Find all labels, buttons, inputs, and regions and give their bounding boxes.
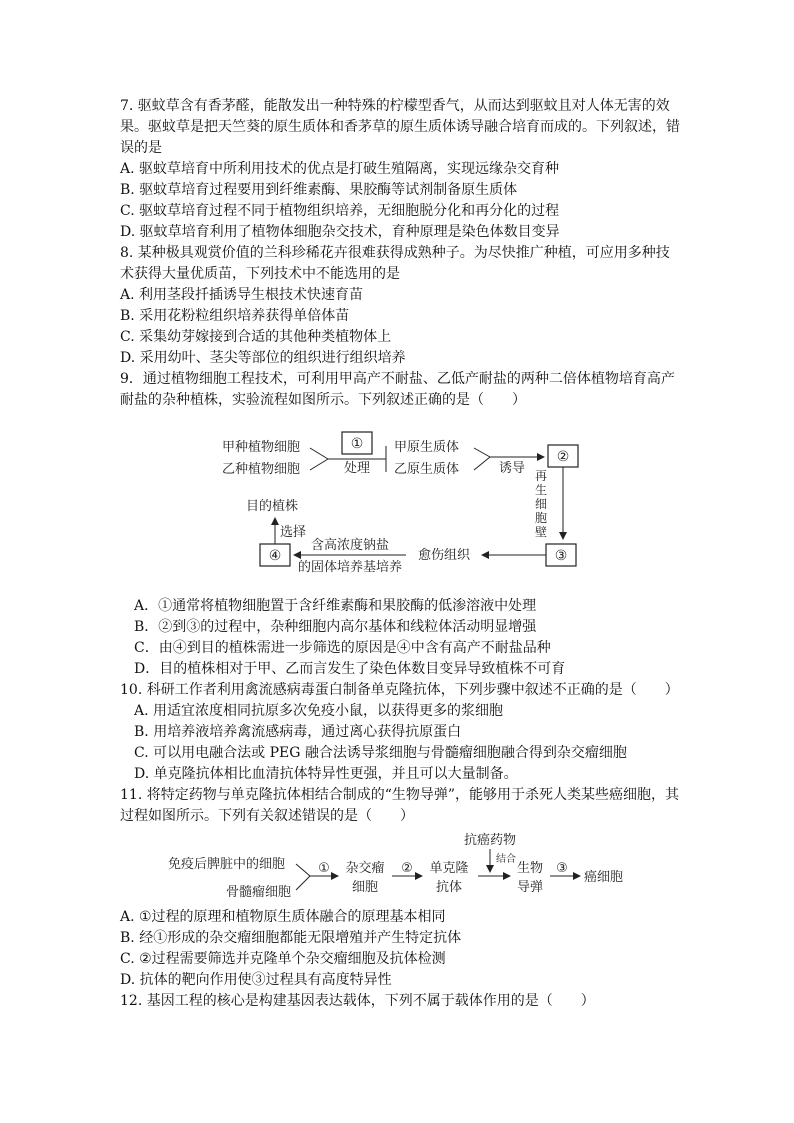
protoplast-b-label: 乙原生质体 <box>394 462 460 477</box>
mab-label-1: 单克隆 <box>429 861 469 876</box>
question-10-option-b: B. 用培养液培养禽流感病毒，通过离心获得抗原蛋白 <box>134 724 462 740</box>
callus-label: 愈伤组织 <box>417 548 471 563</box>
fuse-line-b <box>474 457 490 470</box>
question-11-option-d: D. 抗体的靶向作用使③过程具有高度特异性 <box>120 972 392 988</box>
question-7-stem: 7. 驱蚊草含有香茅醛，能散发出一种特殊的柠檬型香气，从而达到驱蚊且对人体无害的效果。驱蚊草是把天竺葵的原生质体和香茅草的原生质体诱导融合培育而成的。下列叙述，错误的是 <box>120 98 680 156</box>
question-12-stem: 12. 基因工程的核心是构建基因表达载体，下列不属于载体作用的是（ ） <box>120 993 595 1009</box>
step-3-label: ③ <box>556 861 568 876</box>
question-10-option-c: C. 可以用电融合法或 PEG 融合法诱导浆细胞与骨髓瘤细胞融合得到杂交瘤细胞 <box>134 745 627 761</box>
fuse-line-myeloma <box>296 876 310 890</box>
step-2-label: ② <box>401 861 413 876</box>
question-12 <box>120 991 680 1012</box>
target-plant-label: 目的植株 <box>245 499 299 514</box>
protoplast-a-label: 甲原生质体 <box>394 440 460 455</box>
process-label: 处理 <box>343 461 371 476</box>
merge-line-a <box>310 448 328 459</box>
box-step-3-label: ③ <box>554 548 568 564</box>
select-label: 选择 <box>280 525 307 540</box>
question-9-option-b: B．②到③的过程中，杂种细胞内高尔基体和线粒体活动明显增强 <box>134 619 537 635</box>
question-11-option-c: C. ②过程需要筛选并克隆单个杂交瘤细胞及抗体检测 <box>120 951 446 967</box>
question-11-options <box>120 907 680 991</box>
bind-label: 结合 <box>496 854 516 865</box>
question-8-option-d: D. 采用幼叶、茎尖等部位的组织进行组织培养 <box>120 350 406 366</box>
question-11-option-b: B. 经①形成的杂交瘤细胞都能无限增殖并产生特定抗体 <box>120 930 462 946</box>
question-10-option-a: A. 用适宜浓度相同抗原多次免疫小鼠，以获得更多的浆细胞 <box>134 703 504 719</box>
medium-label-2: 的固体培养基培养 <box>297 560 403 575</box>
anticancer-drug-label: 抗癌药物 <box>463 833 517 848</box>
question-7-option-d: D. 驱蚊草培育利用了植物体细胞杂交技术，育种原理是染色体数目变异 <box>120 224 560 240</box>
spleen-cell-label: 免疫后脾脏中的细胞 <box>168 857 286 872</box>
regen-char-1: 再 <box>534 469 548 483</box>
missile-label-1: 生物 <box>516 861 544 876</box>
question-9-option-d: D．目的植株相对于甲、乙而言发生了染色体数目变异导致植株不可育 <box>134 661 566 677</box>
question-9-options <box>120 596 680 680</box>
question-10 <box>120 680 680 785</box>
question-8-option-c: C. 采集幼芽嫁接到合适的其他种类植物体上 <box>120 329 392 345</box>
regen-char-4: 胞 <box>534 511 548 525</box>
question-8-option-b: B. 采用花粉粒组织培养获得单倍体苗 <box>120 308 350 324</box>
question-8 <box>120 243 680 369</box>
fuse-line-spleen <box>296 864 310 876</box>
question-11-stem: 11. 将特定药物与单克隆抗体相结合制成的“生物导弹”，能够用于杀死人类某些癌细胞，其过程如图所示。下列有关叙述错误的是（ ） <box>120 787 680 824</box>
cell-a-label: 甲种植物细胞 <box>222 440 301 455</box>
question-9-option-c: C．由④到目的植株需进一步筛选的原因是④中含有高产不耐盐品种 <box>134 640 551 656</box>
regen-char-3: 细 <box>534 497 548 511</box>
box-step-2-label: ② <box>556 449 570 465</box>
question-7-option-a: A. 驱蚊草培育中所利用技术的优点是打破生殖隔离，实现远缘杂交育种 <box>120 161 560 177</box>
question-9-stem: 9．通过植物细胞工程技术，可利用甲高产不耐盐、乙低产耐盐的两种二倍体植物培育高产耐盐的杂种植株，实验流程如图所示。下列叙述正确的是（ ） <box>120 371 675 408</box>
cancer-cell-label: 癌细胞 <box>584 870 624 885</box>
myeloma-cell-label: 骨髓瘤细胞 <box>226 885 292 900</box>
regen-char-5: 壁 <box>534 525 548 539</box>
cell-b-label: 乙种植物细胞 <box>222 462 301 477</box>
missile-label-2: 导弹 <box>516 880 544 895</box>
question-8-stem: 8. 某种极具观赏价值的兰科珍稀花卉很难获得成熟种子。为尽快推广种植，可应用多种技术获得大量优质苗，下列技术中不能选用的是 <box>120 245 670 282</box>
mab-label-2: 抗体 <box>435 880 463 895</box>
merge-line-b <box>310 459 328 470</box>
question-10-stem: 10. 科研工作者利用禽流感病毒蛋白制备单克隆抗体，下列步骤中叙述不正确的是（ ） <box>120 682 679 698</box>
question-11-option-a: A. ①过程的原理和植物原生质体融合的原理基本相同 <box>120 909 446 925</box>
question-9-flow-diagram <box>210 426 590 586</box>
question-7 <box>120 96 680 243</box>
medium-label-1: 含高浓度钠盐 <box>310 538 390 553</box>
induce-label: 诱导 <box>498 461 526 476</box>
fuse-line-a <box>474 448 490 457</box>
hybridoma-label-1: 杂交瘤 <box>345 861 385 876</box>
question-7-option-b: B. 驱蚊草培育过程要用到纤维素酶、果胶酶等试剂制备原生质体 <box>120 182 518 198</box>
question-11-flow-diagram <box>160 828 640 904</box>
question-9 <box>120 369 680 411</box>
box-step-1-label: ① <box>350 436 364 452</box>
hybridoma-label-2: 细胞 <box>351 880 379 895</box>
step-1-label: ① <box>318 861 330 876</box>
question-10-option-d: D. 单克隆抗体相比血清抗体特异性更强，并且可以大量制备。 <box>134 766 518 782</box>
question-11 <box>120 785 680 827</box>
question-8-option-a: A. 利用茎段扦插诱导生根技术快速育苗 <box>120 287 364 303</box>
question-9-option-a: A．①通常将植物细胞置于含纤维素酶和果胶酶的低渗溶液中处理 <box>134 598 537 614</box>
question-7-option-c: C. 驱蚊草培育过程不同于植物组织培养，无细胞脱分化和再分化的过程 <box>120 203 560 219</box>
box-step-4-label: ④ <box>268 548 282 564</box>
regen-char-2: 生 <box>534 483 548 497</box>
